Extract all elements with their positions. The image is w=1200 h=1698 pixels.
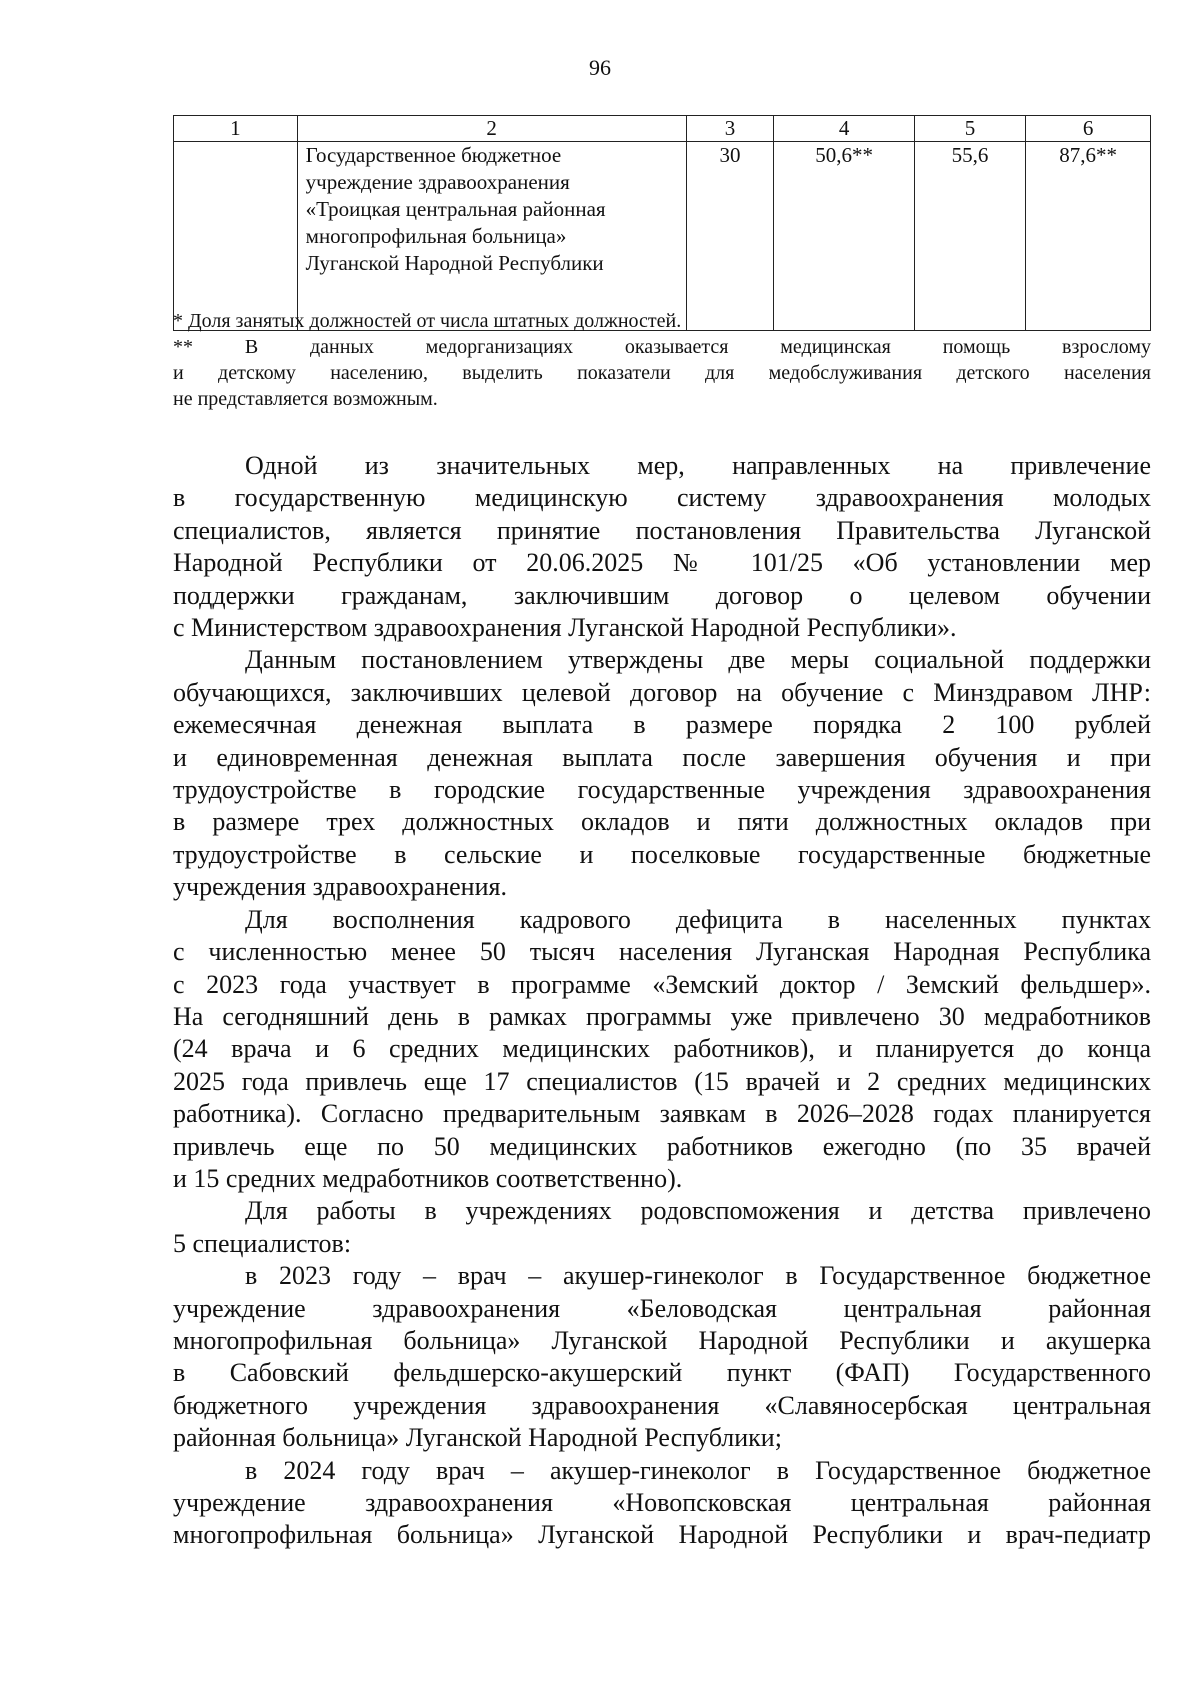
paragraph-line: районная больница» Луганской Народной Республики; (173, 1423, 782, 1453)
institution-line: многопрофильная больница» (305, 224, 567, 248)
table-cell-value: 87,6** (1026, 142, 1151, 331)
paragraph-line: 2025 года привлечь еще 17 специалистов (15 врачей и 2 средних медицинских (173, 1066, 1151, 1096)
paragraph-line: Для работы в учреждениях родовспоможения и детства привлечено (245, 1196, 1151, 1226)
paragraph-line: трудоустройстве в сельские и поселковые государственные бюджетные (173, 839, 1151, 869)
paragraph-line: Народной Республики от 20.06.2025 № 101/25 «Об установлении мер (173, 548, 1151, 578)
paragraph-line: многопрофильная больница» Луганской Народной Республики и акушерка (173, 1325, 1151, 1355)
table-header-cell: 2 (297, 116, 686, 142)
paragraph-line: многопрофильная больница» Луганской Народной Республики и врач-педиатр (173, 1520, 1151, 1550)
paragraph-line: учреждение здравоохранения «Новопсковская центральная районная (173, 1488, 1151, 1517)
paragraph-line: работника). Согласно предварительным заявкам в 2026–2028 годах планируется (173, 1099, 1151, 1129)
page-number: 96 (589, 55, 611, 80)
footnote-1: * Доля занятых должностей от числа штатных должностей. (173, 310, 682, 332)
table-header-cell: 6 (1026, 116, 1151, 142)
footnote-2-line: и детскому населению, выделить показатели для медобслуживания детского населения (173, 362, 1151, 384)
table-cell-institution (297, 142, 686, 331)
paragraph-line: в 2023 году – врач – акушер-гинеколог в Государственное бюджетное (245, 1261, 1151, 1291)
paragraph-line: (24 врача и 6 средних медицинских работников), и планируется до конца (173, 1034, 1151, 1064)
paragraph-line: привлечь еще по 50 медицинских работников ежегодно (по 35 врачей (173, 1131, 1151, 1161)
paragraph-line: в 2024 году врач – акушер-гинеколог в Государственное бюджетное (245, 1455, 1151, 1485)
table-header-cell: 3 (686, 116, 774, 142)
table-header-cell: 4 (774, 116, 915, 142)
paragraph-line: учреждение здравоохранения «Беловодская центральная районная (173, 1293, 1151, 1323)
paragraph-line: ежемесячная денежная выплата в размере порядка 2 100 рублей (173, 710, 1151, 740)
paragraph-line: в размере трех должностных окладов и пяти должностных окладов при (173, 807, 1151, 837)
table-cell-value: 50,6** (774, 142, 915, 331)
paragraph-line: На сегодняшний день в рамках программы уже привлечено 30 медработников (173, 1001, 1151, 1031)
paragraph-line: и 15 средних медработников соответственно). (173, 1163, 683, 1193)
paragraph-line: в государственную медицинскую систему здравоохранения молодых (173, 483, 1151, 513)
footnote-2-line: не представляется возможным. (173, 388, 438, 410)
institution-line: Луганской Народной Республики (305, 251, 604, 275)
table-cell-empty (174, 142, 298, 331)
paragraph-line: обучающихся, заключивших целевой договор на обучение с Минздравом ЛНР: (173, 677, 1151, 707)
staffing-table (173, 115, 1151, 331)
institution-line: «Троицкая центральная районная (305, 197, 606, 221)
body-text (173, 450, 1151, 1552)
footnotes (173, 308, 1151, 412)
paragraph-line: Для восполнения кадрового дефицита в населенных пунктах (245, 904, 1151, 934)
paragraph-line: трудоустройстве в городские государственные учреждения здравоохранения (173, 775, 1151, 805)
table-header-cell: 1 (174, 116, 298, 142)
table-row (174, 142, 1151, 331)
paragraph-line: учреждения здравоохранения. (173, 872, 507, 902)
paragraph-line: бюджетного учреждения здравоохранения «Славяносербская центральная (173, 1390, 1151, 1420)
paragraph-line: Одной из значительных мер, направленных на привлечение (245, 451, 1151, 480)
table-header-cell: 5 (914, 116, 1025, 142)
table-header-row (174, 116, 1151, 142)
paragraph-line: и единовременная денежная выплата после завершения обучения и при (173, 742, 1151, 772)
footnote-2-line: ** В данных медорганизациях оказывается медицинская помощь взрослому (173, 336, 1151, 358)
table-cell-value: 55,6 (914, 142, 1025, 331)
paragraph-line: с численностью менее 50 тысяч населения Луганская Народная Республика (173, 937, 1151, 967)
paragraph-line: с 2023 года участвует в программе «Земский доктор / Земский фельдшер». (173, 969, 1151, 999)
paragraph-line: в Сабовский фельдшерско-акушерский пункт (ФАП) Государственного (173, 1358, 1151, 1388)
paragraph-line: поддержки гражданам, заключившим договор о целевом обучении (173, 580, 1151, 610)
paragraph-line: Данным постановлением утверждены две меры социальной поддержки (245, 645, 1151, 675)
table-cell-value: 30 (686, 142, 774, 331)
paragraph-line: специалистов, является принятие постановления Правительства Луганской (173, 515, 1151, 545)
paragraph-line: 5 специалистов: (173, 1228, 352, 1258)
institution-line: учреждение здравоохранения (305, 170, 570, 194)
paragraph-line: с Министерством здравоохранения Луганской Народной Республики». (173, 613, 957, 643)
institution-line: Государственное бюджетное (305, 143, 562, 167)
